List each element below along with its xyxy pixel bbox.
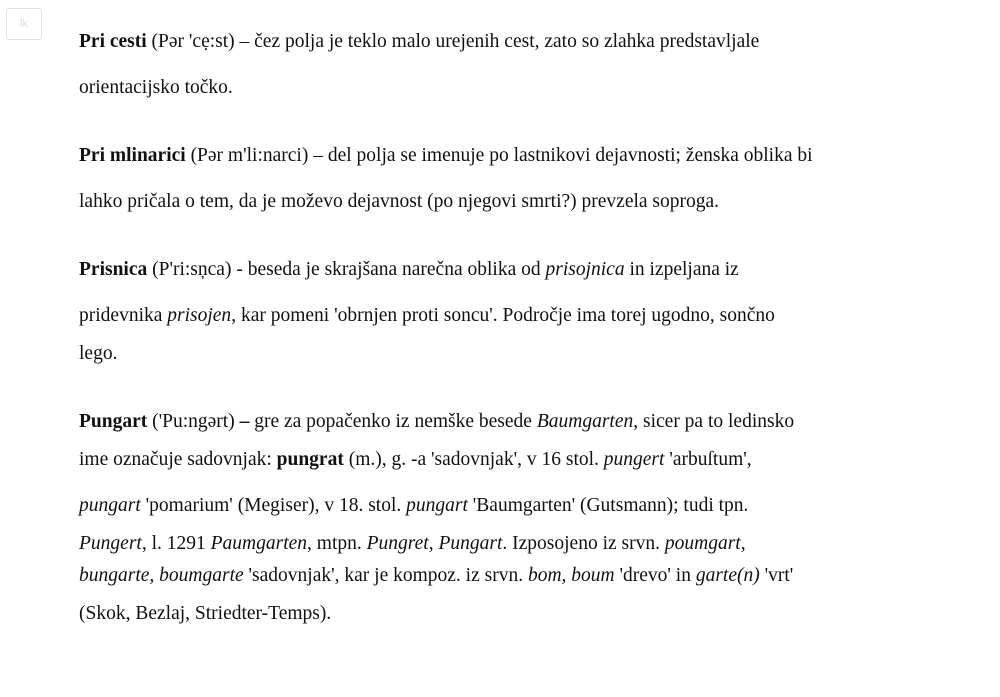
entry-text: 'sadovnjak', kar je kompoz. iz srvn. xyxy=(243,565,528,586)
entry-text: , sicer pa to ledinsko xyxy=(633,411,795,432)
entry-italic-word: bom, boum xyxy=(527,565,615,586)
entry-text: 'arbuſtum', xyxy=(664,449,752,470)
entry-term: Pri mlinarici xyxy=(79,145,186,166)
entry-italic-word: Baumgarten xyxy=(536,411,634,432)
pronunciation: (Pər m'li:narci) – xyxy=(185,145,328,166)
entry-text: lahko pričala o tem, da je moževo dejavnost (po njegovi smrti?) prevzela soproga. xyxy=(79,191,720,212)
entry-term: Pri cesti xyxy=(79,31,147,52)
entry-text: . Izposojeno iz srvn. xyxy=(502,533,665,554)
entry-line xyxy=(79,140,959,186)
entry-line xyxy=(79,300,959,338)
pronunciation: (P'ri:sņca) - xyxy=(147,259,248,280)
entry-line xyxy=(79,560,959,598)
entry-line xyxy=(79,528,959,560)
entry-line xyxy=(79,72,959,104)
entry-text: in izpeljana iz xyxy=(624,259,739,280)
entry-text: (m.), g. -a 'sadovnjak', v 16 stol. xyxy=(343,449,604,470)
entry-dash: – xyxy=(239,411,250,432)
pronunciation: ('Pu:ngərt) xyxy=(147,411,240,432)
entry-line xyxy=(79,338,959,370)
paragraph-gap xyxy=(79,104,959,140)
paragraph-gap xyxy=(79,370,959,406)
entry-text: (Skok, Bezlaj, Striedter-Temps). xyxy=(79,603,332,624)
entry-italic-word: pungert xyxy=(603,449,665,470)
entry-italic-word: Pungret, Pungart xyxy=(366,533,503,554)
entry-text: čez polja je teklo malo urejenih cest, zato so zlahka predstavljale xyxy=(254,31,760,52)
entry-italic-word: bungarte, boumgarte xyxy=(79,565,244,586)
entry-pri-cesti xyxy=(79,26,959,104)
entry-italic-word: poumgart, xyxy=(664,533,746,554)
watermark-logo: lk xyxy=(6,8,42,40)
entry-text: ime označuje sadovnjak: xyxy=(79,449,277,470)
document-page xyxy=(79,26,959,630)
paragraph-gap xyxy=(79,218,959,254)
entry-line xyxy=(79,26,959,72)
entry-italic-word: pungart xyxy=(79,495,141,516)
entry-text: del polja se imenuje po lastnikovi dejavnosti; ženska oblika bi xyxy=(327,145,813,166)
entry-italic-word: Paumgarten xyxy=(210,533,308,554)
entry-text: 'Baumgarten' (Gutsmann); tudi tpn. xyxy=(467,495,749,516)
entry-text: , kar pomeni 'obrnjen proti soncu'. Področje ima torej ugodno, sončno xyxy=(231,305,775,326)
entry-text: , mtpn. xyxy=(307,533,367,554)
entry-italic-word: prisojnica xyxy=(545,259,625,280)
entry-text: , l. 1291 xyxy=(141,533,211,554)
entry-text: orientacijsko točko. xyxy=(79,77,233,98)
entry-pri-mlinarici xyxy=(79,140,959,218)
pronunciation: (Pər 'cẹ:st) – xyxy=(146,31,255,52)
entry-text: beseda je skrajšana narečna oblika od xyxy=(247,259,546,280)
entry-pungart xyxy=(79,406,959,630)
entry-bold-word: pungrat xyxy=(276,449,344,470)
entry-line xyxy=(79,490,959,528)
entry-text: lego. xyxy=(79,343,118,364)
entry-text: 'vrt' xyxy=(759,565,794,586)
entry-text: 'pomarium' (Megiser), v 18. stol. xyxy=(140,495,407,516)
entry-text: 'drevo' in xyxy=(614,565,696,586)
entry-italic-word: pungart xyxy=(406,495,468,516)
entry-italic-word: garte(n) xyxy=(695,565,760,586)
entry-line xyxy=(79,406,959,444)
entry-prisnica xyxy=(79,254,959,370)
entry-term: Pungart xyxy=(79,411,148,432)
entry-italic-word: prisojen xyxy=(167,305,232,326)
entry-italic-word: Pungert xyxy=(79,533,142,554)
entry-text: pridevnika xyxy=(79,305,168,326)
entry-line xyxy=(79,186,959,218)
entry-line xyxy=(79,598,959,630)
entry-term: Prisnica xyxy=(79,259,148,280)
entry-text: gre za popačenko iz nemške besede xyxy=(249,411,537,432)
entry-line xyxy=(79,444,959,490)
entry-line xyxy=(79,254,959,300)
